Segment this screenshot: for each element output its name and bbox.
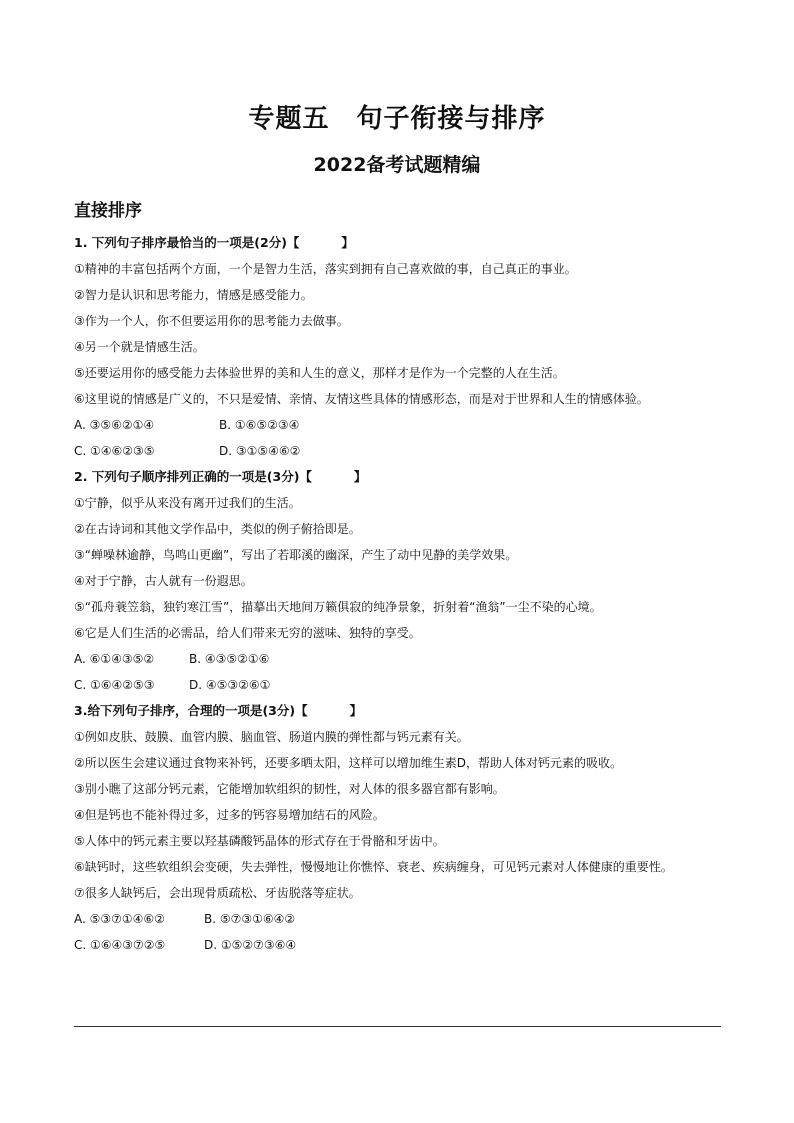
option-b: B. ④③⑤②①⑥ [189, 652, 270, 666]
option-d: D. ①⑤②⑦③⑥④ [204, 938, 297, 952]
option-row [74, 906, 734, 932]
option-a: A. ③⑤⑥②①④ [74, 418, 155, 432]
option-row [74, 932, 734, 958]
option-a: A. ⑤③⑦①④⑥② [74, 912, 165, 926]
sentence: ④另一个就是情感生活。 [74, 340, 205, 354]
page-title: 专题五 句子衔接与排序 [248, 104, 546, 134]
question-stem [74, 230, 734, 256]
question-stem [74, 464, 734, 490]
option-row [74, 438, 734, 464]
option-b: B. ⑤⑦③①⑥④② [204, 912, 296, 926]
option-d: D. ④⑤③②⑥① [189, 678, 271, 692]
option-row [74, 646, 734, 672]
sentence: ④对于宁静，古人就有一份遐思。 [74, 574, 253, 588]
sentence: ①例如皮肤、鼓膜、血管内膜、脑血管、肠道内膜的弹性都与钙元素有关。 [74, 730, 469, 744]
option-c: C. ①④⑥②③⑤ [74, 444, 155, 458]
question-stem [74, 698, 734, 724]
footer-divider [74, 1026, 721, 1027]
option-b: B. ①⑥⑤②③④ [219, 418, 300, 432]
option-row [74, 672, 734, 698]
sentence: ④但是钙也不能补得过多，过多的钙容易增加结石的风险。 [74, 808, 385, 822]
sentence: ②在古诗词和其他文学作品中，类似的例子俯拾即是。 [74, 522, 361, 536]
sentence: ①精神的丰富包括两个方面，一个是智力生活，落实到拥有自己喜欢做的事，自己真正的事业。 [74, 262, 577, 276]
question-list [74, 230, 734, 958]
sentence: ②所以医生会建议通过食物来补钙，还要多晒太阳，这样可以增加维生素D，帮助人体对钙元素的吸收。 [74, 756, 623, 770]
sentence: ⑥这里说的情感是广义的，不只是爱情、亲情、友情这些具体的情感形态，而是对于世界和人生的情感体验。 [74, 392, 649, 406]
sentence: ⑤人体中的钙元素主要以羟基磷酸钙晶体的形式存在于骨骼和牙齿中。 [74, 834, 445, 848]
sentence: ③作为一个人，你不但要运用你的思考能力去做事。 [74, 314, 349, 328]
answer-bracket-close: 】 [341, 235, 354, 250]
option-c: C. ①⑥④②⑤③ [74, 678, 155, 692]
question-stem-text: 2. 下列句子顺序排列正确的一项是(3分)【 [74, 469, 312, 484]
sentence: ③“蝉噪林逾静，鸟鸣山更幽”，写出了若耶溪的幽深，产生了动中见静的美学效果。 [74, 548, 518, 562]
sentence: ②智力是认识和思考能力，情感是感受能力。 [74, 288, 313, 302]
sentence: ⑤“孤舟蓑笠翁，独钓寒江雪”，描摹出天地间万籁俱寂的纯净景象，折射着“渔翁”一尘不染的心境。 [74, 600, 602, 614]
option-c: C. ①⑥④③⑦②⑤ [74, 938, 166, 952]
option-row [74, 412, 734, 438]
sentence: ⑥它是人们生活的必需品，给人们带来无穷的滋味、独特的享受。 [74, 626, 421, 640]
option-d: D. ③①⑤④⑥② [219, 444, 301, 458]
section-heading: 直接排序 [74, 201, 142, 221]
sentence: ⑤还要运用你的感受能力去体验世界的美和人生的意义，那样才是作为一个完整的人在生活。 [74, 366, 565, 380]
option-a: A. ⑥①④③⑤② [74, 652, 155, 666]
sentence: ⑦很多人缺钙后，会出现骨质疏松、牙齿脱落等症状。 [74, 886, 361, 900]
question-stem-text: 3.给下列句子排序，合理的一项是(3分)【 [74, 703, 308, 718]
sentence: ①宁静，似乎从来没有离开过我们的生活。 [74, 496, 301, 510]
sentence: ⑥缺钙时，这些软组织会变硬，失去弹性，慢慢地让你憔悴、衰老、疾病缠身，可见钙元素对人体健康的重要性。 [74, 860, 673, 874]
answer-bracket-close: 】 [353, 469, 367, 484]
sentence: ③别小瞧了这部分钙元素，它能增加软组织的韧性，对人体的很多器官都有影响。 [74, 782, 505, 796]
answer-bracket-close: 】 [349, 703, 363, 718]
question-stem-text: 1. 下列句子排序最恰当的一项是(2分)【 [74, 235, 300, 250]
page-subtitle: 2022备考试题精编 [313, 154, 481, 176]
